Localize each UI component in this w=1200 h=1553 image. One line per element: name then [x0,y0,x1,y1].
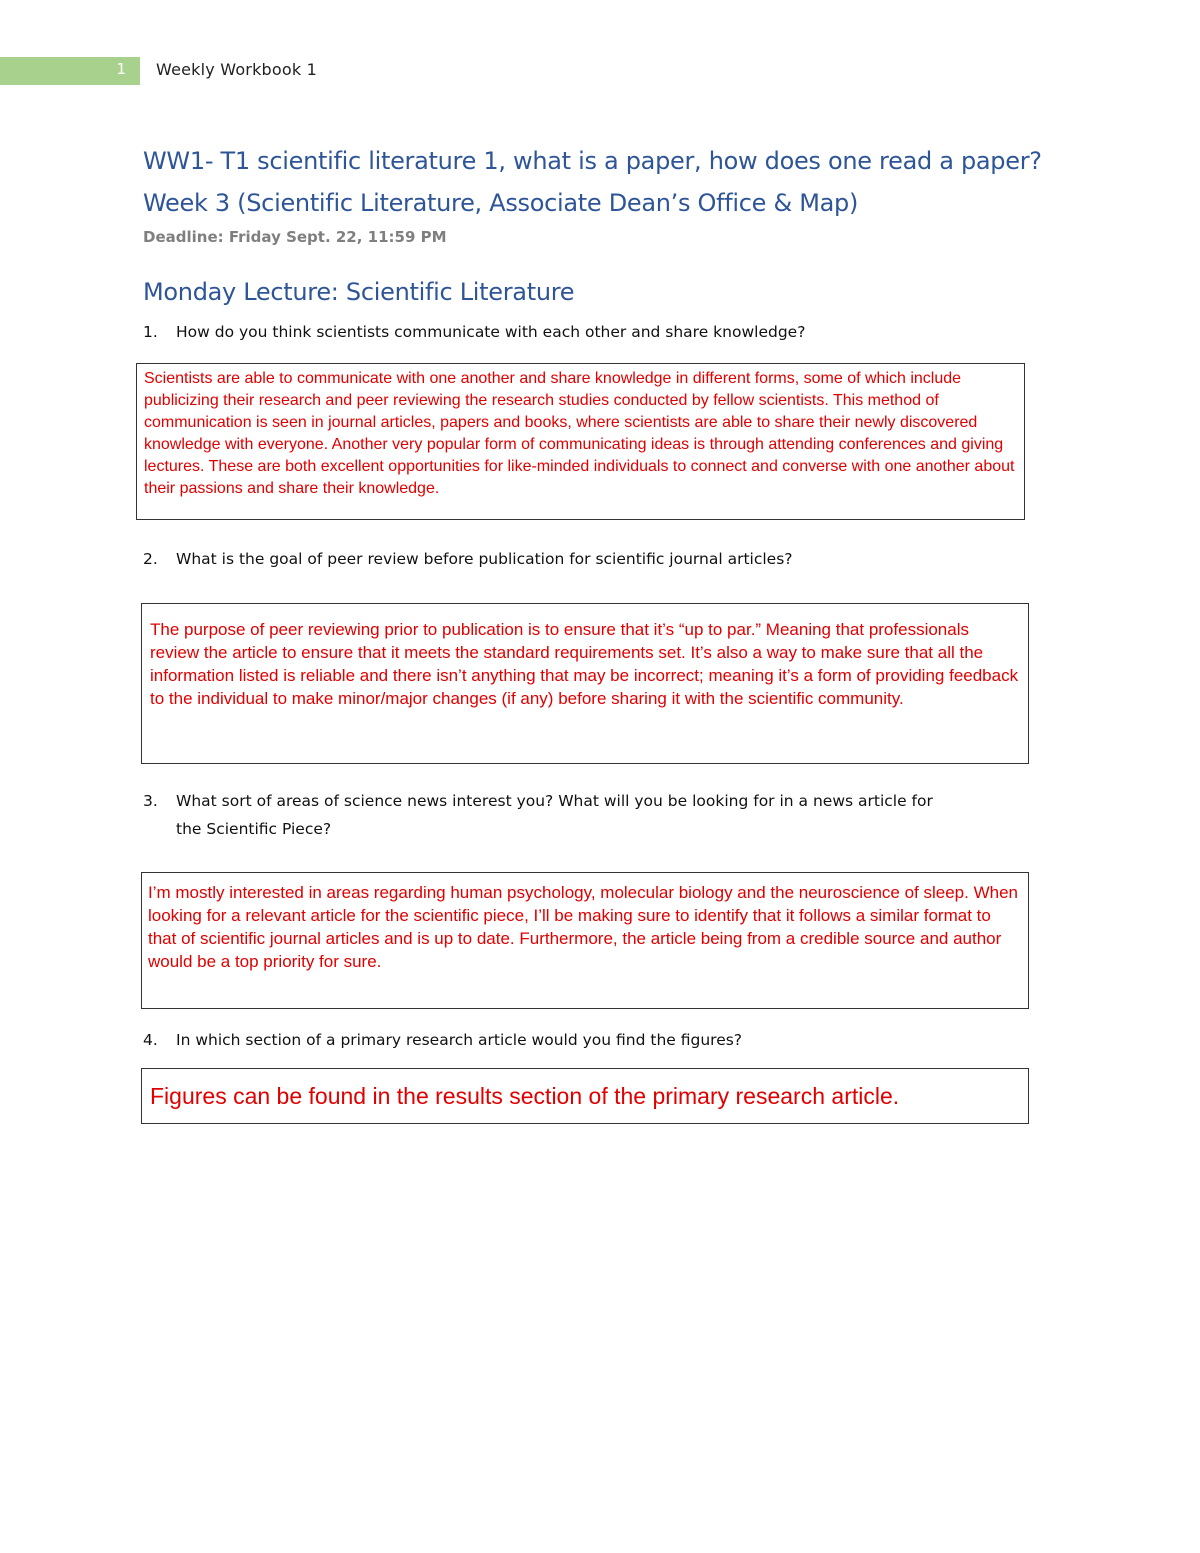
answer-text: Scientists are able to communicate with one another and share knowledge in different forms, some of which include publicizing their research and peer reviewing the research studies conducted by fellow scientists. This method of communication is seen in journal articles, papers and books, where scientists are able to share their newly discovered knowledge with everyone. Another very popular form of communicating ideas is through attending conferences and giving lectures. These are both excellent opportunities for like-minded individuals to connect and converse with one another about their passions and share their knowledge. [144,370,1015,497]
answer-box-3[interactable] [141,872,1029,1009]
answer-box-1[interactable] [136,363,1025,520]
question-2 [143,545,1043,573]
question-3 [143,787,1043,843]
header-title: Weekly Workbook 1 [156,60,318,79]
section-heading: Monday Lecture: Scientific Literature [143,278,575,306]
question-number: 1. [143,323,158,341]
question-number: 3. [143,792,158,810]
question-text: In which section of a primary research article would you find the figures? [176,1031,743,1049]
question-1 [143,318,1043,346]
deadline-text: Deadline: Friday Sept. 22, 11:59 PM [143,228,447,246]
question-text: How do you think scientists communicate with each other and share knowledge? [176,323,806,341]
answer-text: Figures can be found in the results section of the primary research article. [150,1083,900,1109]
answer-box-2[interactable] [141,603,1029,764]
header-divider [140,57,141,85]
page-number: 1 [116,60,126,78]
question-text-continued: the Scientific Piece? [176,820,332,838]
question-4 [143,1026,1043,1054]
question-number: 2. [143,550,158,568]
document-title: WW1- T1 scientific literature 1, what is a paper, how does one read a paper? Week 3 (Scientific Literature, Associate Dean’s Office & Map) [143,147,1042,217]
question-number: 4. [143,1031,158,1049]
page-number-band [0,57,140,85]
question-text: What is the goal of peer review before publication for scientific journal articles? [176,550,793,568]
answer-text: The purpose of peer reviewing prior to publication is to ensure that it’s “up to par.” Meaning that professionals review the article to ensure that it meets the standard requirements set. It’s also a way to make sure that all the information listed is reliable and there isn’t anything that may be incorrect; meaning it’s a form of providing feedback to the individual to make minor/major changes (if any) before sharing it with the scientific community. [150,620,1019,708]
question-text: What sort of areas of science news interest you? What will you be looking for in a news article for [176,792,933,810]
page-header [0,57,1200,85]
answer-box-4[interactable] [141,1068,1029,1124]
answer-text: I’m mostly interested in areas regarding human psychology, molecular biology and the neuroscience of sleep. When looking for a relevant article for the scientific piece, I’ll be making sure to identify that it follows a similar format to that of scientific journal articles and is up to date. Furthermore, the article being from a credible source and author would be a top priority for sure. [148,883,1018,971]
